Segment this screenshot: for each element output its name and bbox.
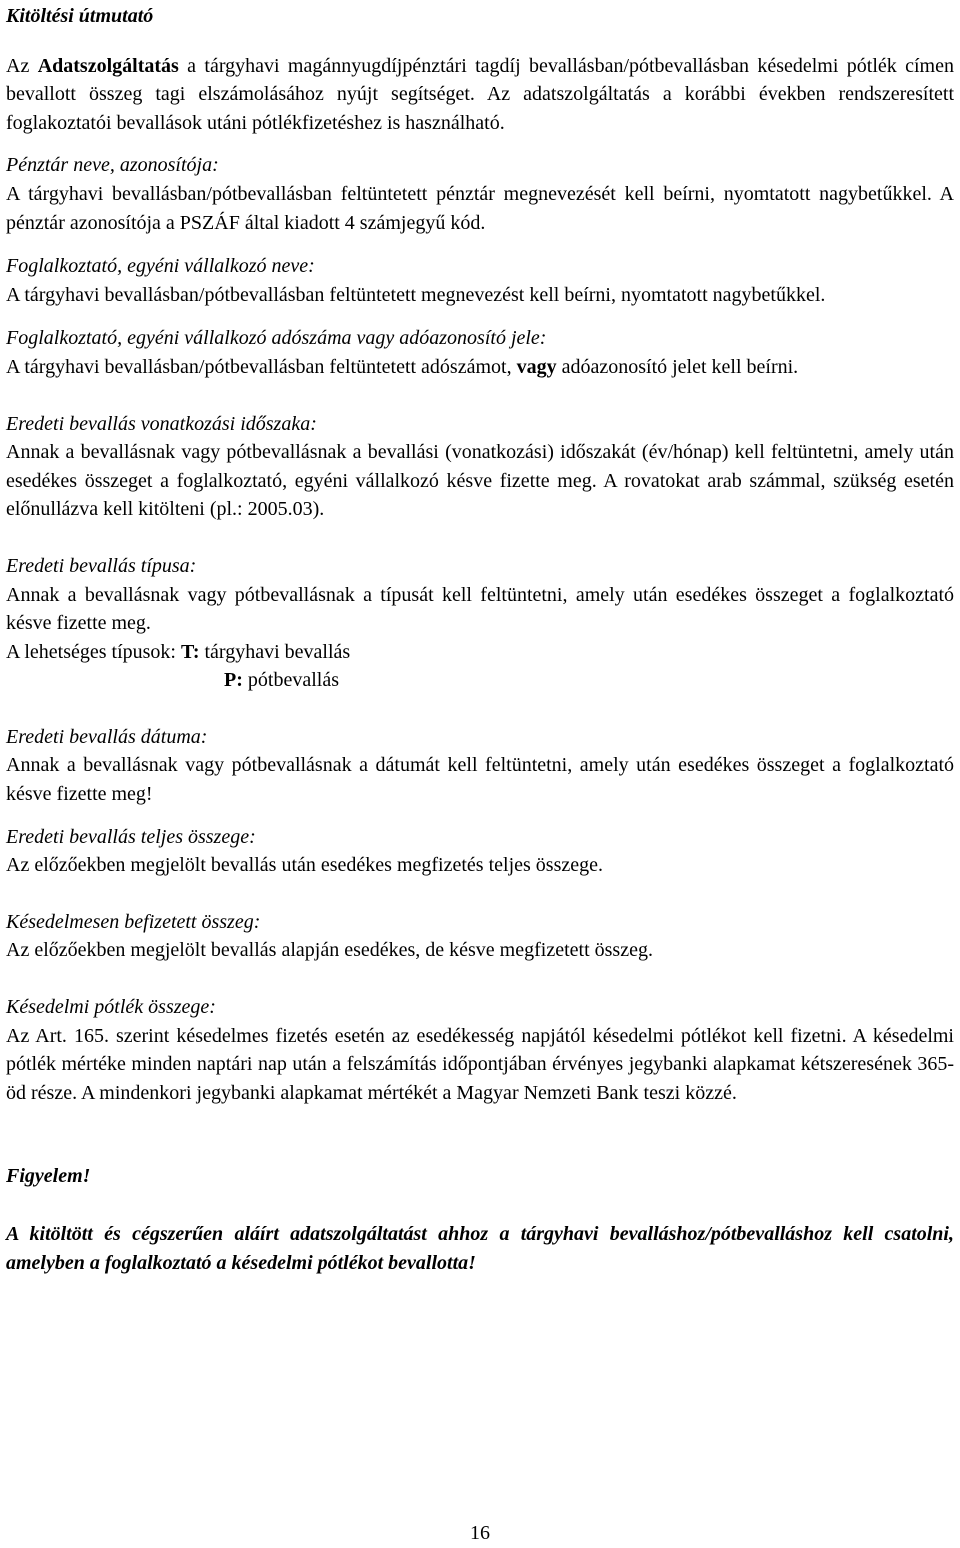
section-text: Annak a bevallásnak vagy pótbevallásnak a típusát kell feltüntetni, amely után esedékes összeget a foglalkoztató késve fizette meg.: [6, 583, 954, 635]
section-label: Késedelmesen befizetett összeg:: [6, 910, 261, 933]
section-label: Foglalkoztató, egyéni vállalkozó neve:: [6, 255, 315, 278]
section-label: Eredeti bevallás teljes összege:: [6, 825, 256, 848]
type-p: [6, 666, 954, 695]
type-p-code: P:: [224, 669, 243, 692]
section-label: Pénztár neve, azonosítója:: [6, 154, 219, 177]
intro-bold: Adatszolgáltatás: [37, 54, 179, 77]
section-teljes: [6, 823, 954, 880]
section-label: Eredeti bevallás vonatkozási időszaka:: [6, 412, 317, 435]
section-foglalkoztato-nev: [6, 252, 954, 309]
adoszam-post: adóazonosító jelet kell beírni.: [556, 355, 799, 378]
section-text: Annak a bevallásnak vagy pótbevallásnak a dátumát kell feltüntetni, amely után esedékes összeget a foglalkoztató késve fizette meg!: [6, 754, 954, 806]
section-idoszak: [6, 410, 954, 524]
type-t-code: T:: [180, 640, 200, 663]
adoszam-bold: vagy: [516, 355, 557, 378]
document-title: Kitöltési útmutató: [6, 5, 154, 27]
intro-pre: Az: [6, 54, 38, 77]
section-potlek: [6, 993, 954, 1107]
section-text: A tárgyhavi bevallásban/pótbevallásban feltüntetett pénztár megnevezését kell beírni, nyomtatott nagybetűkkel. A pénztár azonosítója a PSZÁF által kiadott 4 számjegyű kód.: [6, 182, 954, 234]
section-datum: [6, 723, 954, 809]
intro-post: a tárgyhavi magánnyugdíjpénztári tagdíj bevallásban/pótbevallásban késedelmi pótlék címen bevallott összeg tagi elszámolásához nyújt segítséget. Az adatszolgáltatás a korábbi években rendszeresített foglakoztatói bevallások utáni pótlékfizetéshez is használható.: [6, 54, 954, 134]
type-p-text: pótbevallás: [242, 669, 339, 692]
intro-paragraph: [6, 52, 954, 138]
section-text: [6, 353, 954, 382]
section-text: A tárgyhavi bevallásban/pótbevallásban feltüntetett megnevezést kell beírni, nyomtatott nagybetűkkel.: [6, 283, 826, 306]
type-t: [6, 638, 954, 667]
section-text: Annak a bevallásnak vagy pótbevallásnak a bevallási (vonatkozási) időszakát (év/hónap) kell feltüntetni, amely után esedékes összeget a foglalkoztató, egyéni vállalkozó késve fizette meg. A rovatokat arab számmal, szükség esetén előnullázva kell kitölteni (pl.: 2005.03).: [6, 441, 954, 521]
warning-title: Figyelem!: [6, 1165, 91, 1188]
section-text: Az előzőekben megjelölt bevallás alapján esedékes, de késve megfizetett összeg.: [6, 939, 653, 962]
section-label: Foglalkoztató, egyéni vállalkozó adószáma vagy adóazonosító jele:: [6, 327, 547, 350]
section-kesve: [6, 908, 954, 965]
section-penztar: [6, 151, 954, 237]
type-t-text: tárgyhavi bevallás: [199, 640, 351, 663]
section-label: Eredeti bevallás dátuma:: [6, 725, 208, 748]
page-number: 16: [470, 1522, 490, 1544]
section-text: Az Art. 165. szerint késedelmes fizetés esetén az esedékesség napjától késedelmi pótlékot kell fizetni. A késedelmi pótlék mértéke minden naptári nap után a felszámítás időpontjában érvényes jegybanki alapkamat kétszeresének 365-öd része. A mindenkori jegybanki alapkamat mértékét a Magyar Nemzeti Bank teszi közzé.: [6, 1024, 954, 1104]
document-body: [6, 2, 954, 1277]
adoszam-pre: A tárgyhavi bevallásban/pótbevallásban feltüntetett adószámot,: [6, 355, 517, 378]
section-text: Az előzőekben megjelölt bevallás után esedékes megfizetés teljes összege.: [6, 854, 603, 877]
section-label: Eredeti bevallás típusa:: [6, 554, 197, 577]
section-tipus: [6, 552, 954, 695]
warning-text: A kitöltött és cégszerűen aláírt adatszolgáltatást ahhoz a tárgyhavi bevalláshoz/pótbevalláshoz kell csatolni, amelyben a foglalkoztató a késedelmi pótlékot bevallotta!: [6, 1223, 954, 1274]
section-adoszam: [6, 324, 954, 381]
types-list: [6, 638, 954, 695]
types-intro: A lehetséges típusok:: [6, 640, 181, 663]
section-label: Késedelmi pótlék összege:: [6, 996, 216, 1019]
